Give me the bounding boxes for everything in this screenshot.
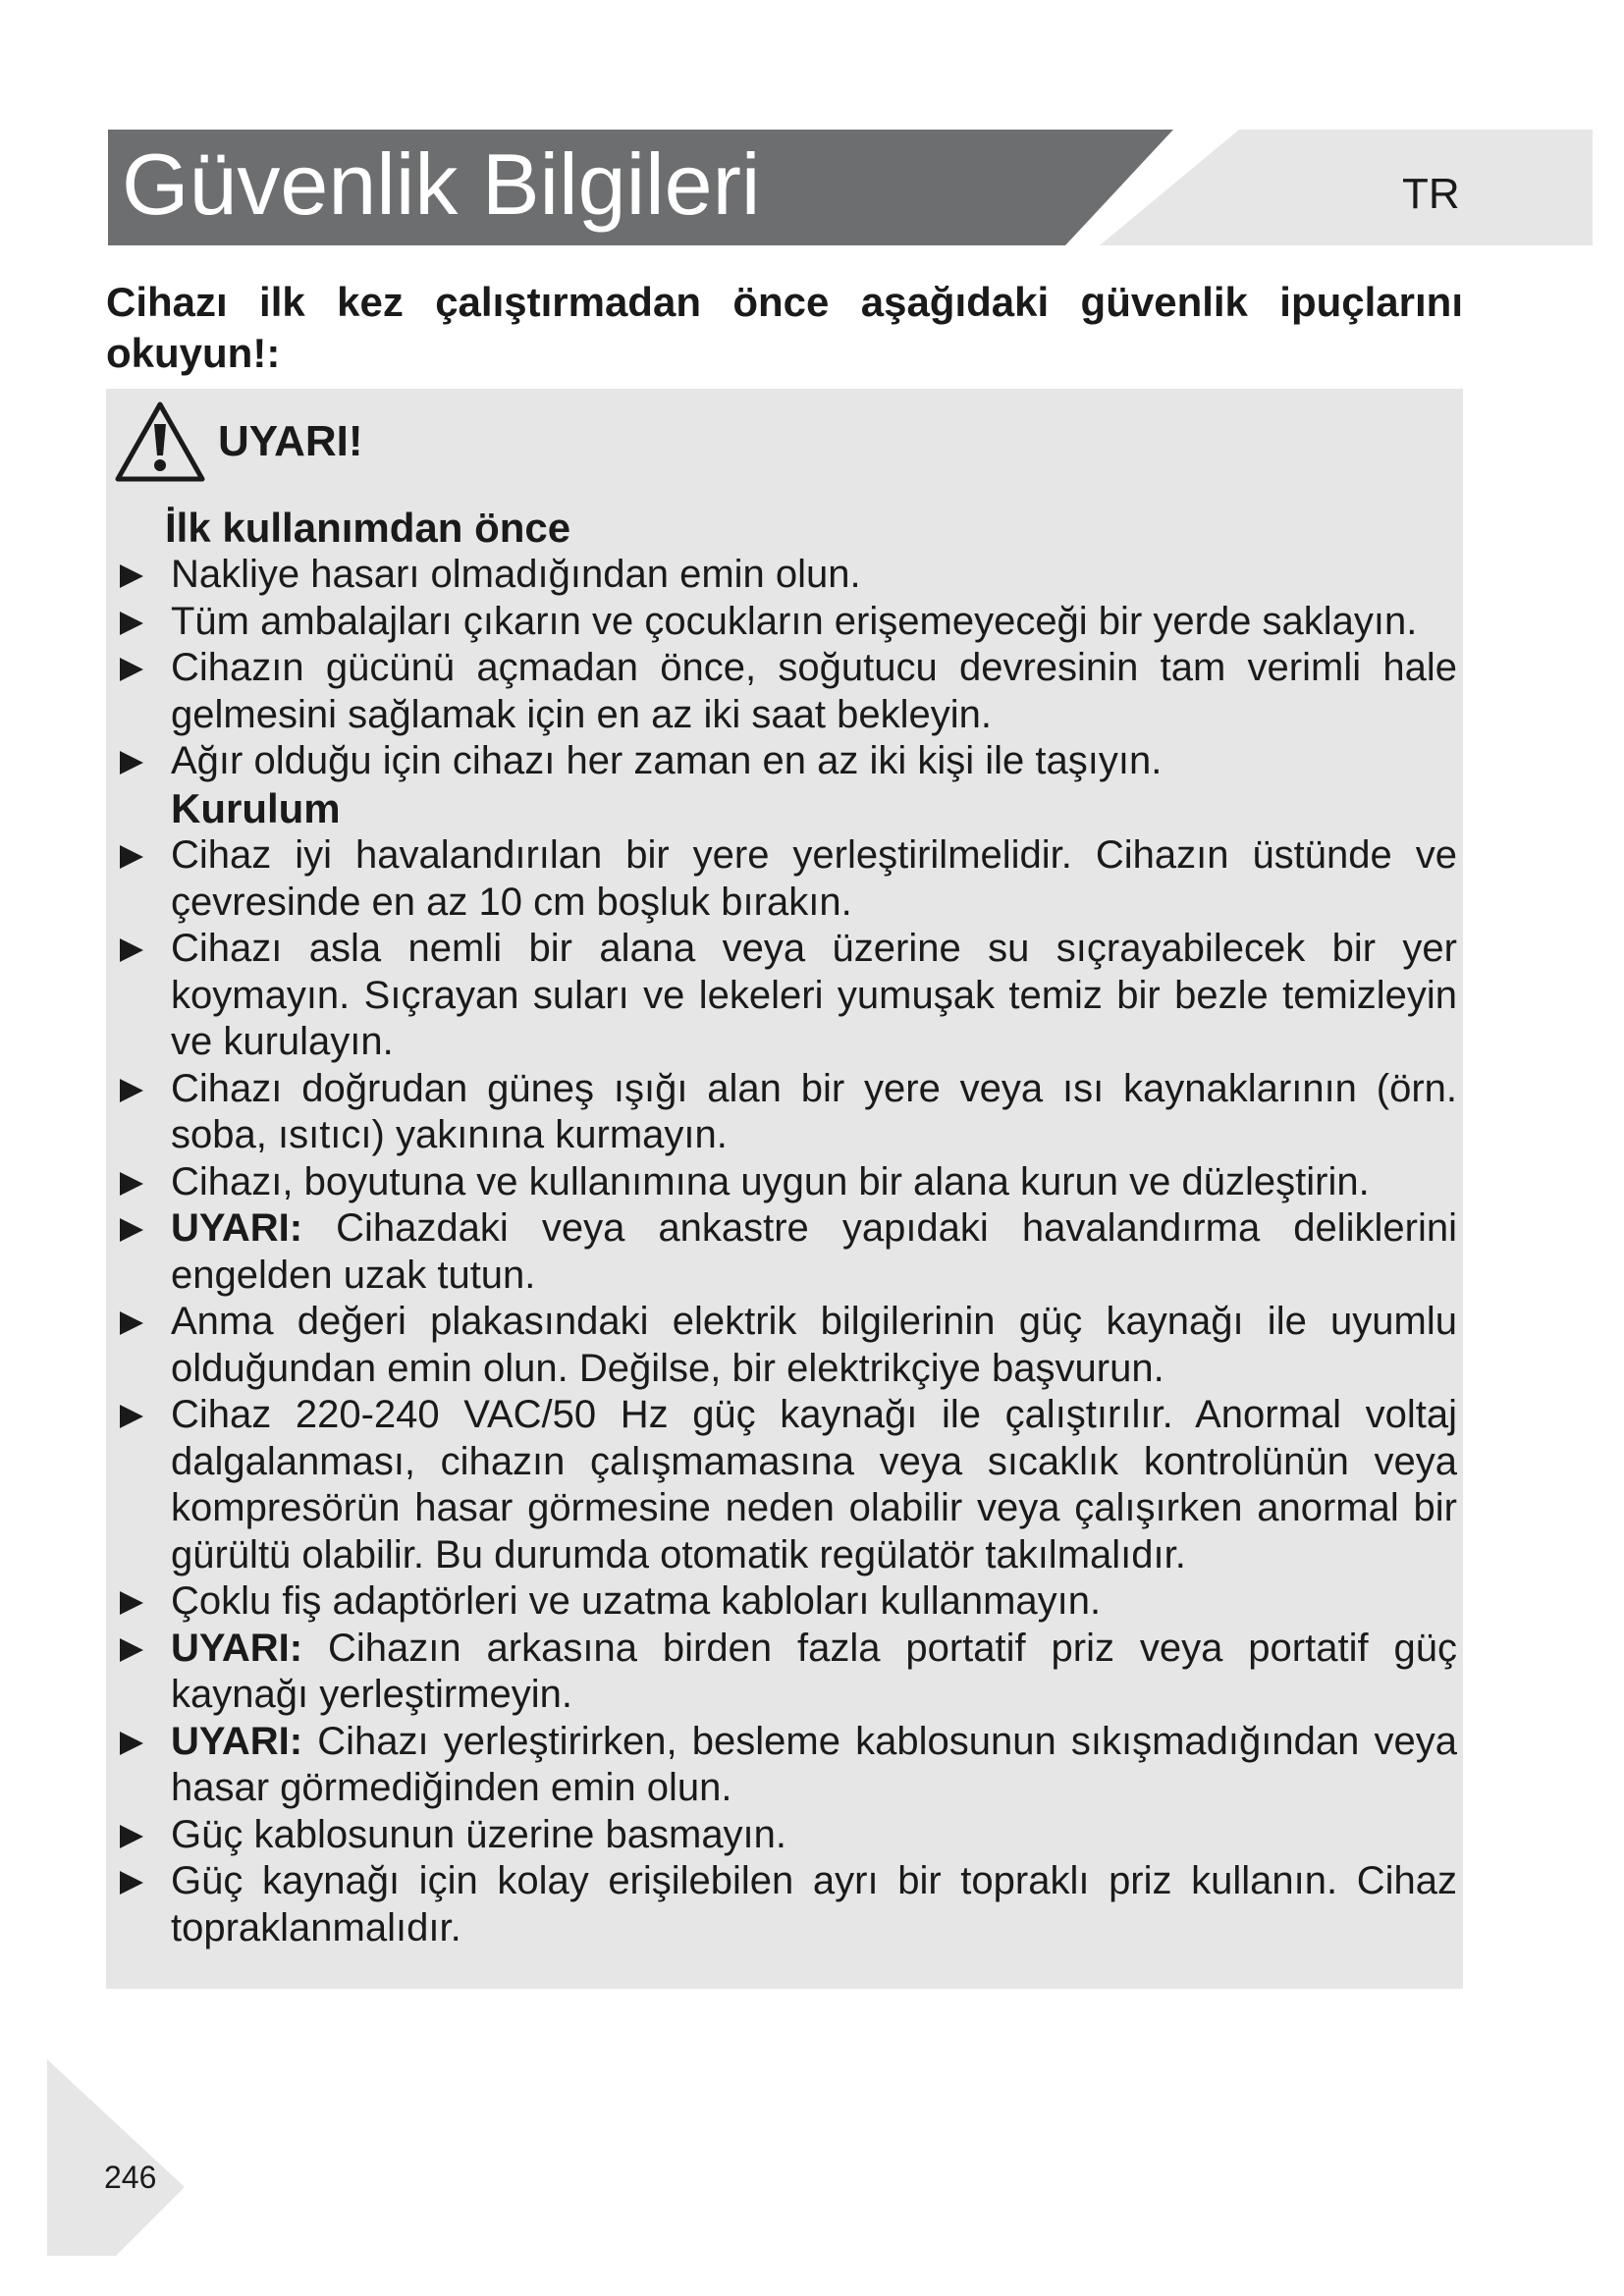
warning-triangle-icon <box>114 400 206 483</box>
header-band <box>0 0 1624 255</box>
item-text: Cihazı, boyutuna ve kullanımına uygun bir alana kurun ve düzleştirin. <box>171 1159 1370 1203</box>
item-text: Tüm ambalajları çıkarın ve çocukların erişemeyeceği bir yerde saklayın. <box>171 599 1418 643</box>
item-text: Güç kaynağı için kolay erişilebilen ayrı bir topraklı priz kullanın. Cihaz topraklanmalıdır. <box>171 1859 1457 1949</box>
bullet-arrow-icon <box>120 1825 143 1848</box>
page-corner-shape <box>47 2059 185 2256</box>
bullet-arrow-icon <box>120 1218 143 1242</box>
list-item <box>106 926 1463 1066</box>
item-text: Anma değeri plakasındaki elektrik bilgilerinin güç kaynağı ile uyumlu olduğundan emin olun. Değilse, bir elektrikçiye başvurun. <box>171 1300 1457 1390</box>
list-item <box>106 738 1463 785</box>
list-item <box>106 1392 1463 1578</box>
bullet-arrow-icon <box>120 751 143 774</box>
bullet-arrow-icon <box>120 845 143 869</box>
item-text: Güç kablosunun üzerine basmayın. <box>171 1812 787 1856</box>
before-use-list <box>106 552 1463 785</box>
page-title: Güvenlik Bilgileri <box>122 135 761 233</box>
lang-band-shape <box>1100 130 1593 245</box>
item-text: Cihazın gücünü açmadan önce, soğutucu devresinin tam verimli hale gelmesini sağlamak için en az iki saat bekleyin. <box>171 646 1457 736</box>
list-item <box>106 1066 1463 1159</box>
list-item <box>106 599 1463 646</box>
warning-label: UYARI: <box>171 1626 303 1670</box>
list-item <box>106 1205 1463 1299</box>
bullet-arrow-icon <box>120 1405 143 1428</box>
item-text: Cihazdaki veya ankastre yapıdaki havalandırma deliklerini engelden uzak tutun. <box>171 1206 1457 1297</box>
item-text: Cihaz 220-240 VAC/50 Hz güç kaynağı ile çalıştırılır. Anormal voltaj dalgalanması, cihazın çalışmamasına veya sıcaklık kontrolünün veya kompresörün hasar görmesine neden olabilir veya çalışırken anormal bir gürültü olabilir. Bu durumda otomatik regülatör takılmalıdır. <box>171 1393 1457 1576</box>
bullet-arrow-icon <box>120 938 143 962</box>
bullet-arrow-icon <box>120 612 143 635</box>
section-title-before-use: İlk kullanımdan önce <box>165 505 571 551</box>
intro-text: Cihazı ilk kez çalıştırmadan önce aşağıdaki güvenlik ipuçlarını okuyun!: <box>106 279 1463 376</box>
warning-title: UYARI! <box>218 417 363 465</box>
list-item <box>106 832 1463 926</box>
bullet-arrow-icon <box>120 1732 143 1755</box>
bullet-arrow-icon <box>120 1638 143 1662</box>
list-item <box>106 552 1463 599</box>
list-item <box>106 1626 1463 1719</box>
bullet-arrow-icon <box>120 1871 143 1895</box>
warning-panel <box>106 389 1463 1989</box>
item-text: Ağır olduğu için cihazı her zaman en az iki kişi ile taşıyın. <box>171 739 1163 782</box>
bullet-arrow-icon <box>120 1079 143 1102</box>
list-item <box>106 1299 1463 1392</box>
bullet-arrow-icon <box>120 658 143 681</box>
item-text: Çoklu fiş adaptörleri ve uzatma kabloları kullanmayın. <box>171 1579 1102 1623</box>
language-code: TR <box>1402 170 1460 218</box>
item-text: Cihazın arkasına birden fazla portatif priz veya portatif güç kaynağı yerleştirmeyin. <box>171 1626 1457 1716</box>
item-text: Cihazı doğrudan güneş ışığı alan bir yere veya ısı kaynaklarının (örn. soba, ısıtıcı) yakınına kurmayın. <box>171 1066 1457 1156</box>
list-item <box>106 645 1463 738</box>
item-text: Cihaz iyi havalandırılan bir yere yerleştirilmelidir. Cihazın üstünde ve çevresinde en az 10 cm boşluk bırakın. <box>171 833 1457 924</box>
list-item <box>106 1578 1463 1626</box>
item-text: Cihazı yerleştirirken, besleme kablosunun sıkışmadığından veya hasar görmediğinden emin olun. <box>171 1719 1457 1809</box>
bullet-arrow-icon <box>120 564 143 588</box>
list-item <box>106 1159 1463 1206</box>
warning-label: UYARI: <box>171 1719 303 1763</box>
item-text: Cihazı asla nemli bir alana veya üzerine su sıçrayabilecek bir yer koymayın. Sıçrayan suları ve lekeleri yumuşak temiz bir bezle temizleyin ve kurulayın. <box>171 927 1457 1063</box>
installation-list <box>106 832 1463 1951</box>
bullet-arrow-icon <box>120 1591 143 1615</box>
list-item <box>106 1858 1463 1951</box>
item-text: Nakliye hasarı olmadığından emin olun. <box>171 553 861 596</box>
list-item <box>106 1719 1463 1812</box>
warning-label: UYARI: <box>171 1206 303 1250</box>
list-item <box>106 1812 1463 1859</box>
bullet-arrow-icon <box>120 1172 143 1196</box>
bullet-arrow-icon <box>120 1311 143 1335</box>
page-number: 246 <box>104 2160 157 2195</box>
section-title-installation: Kurulum <box>171 785 341 831</box>
